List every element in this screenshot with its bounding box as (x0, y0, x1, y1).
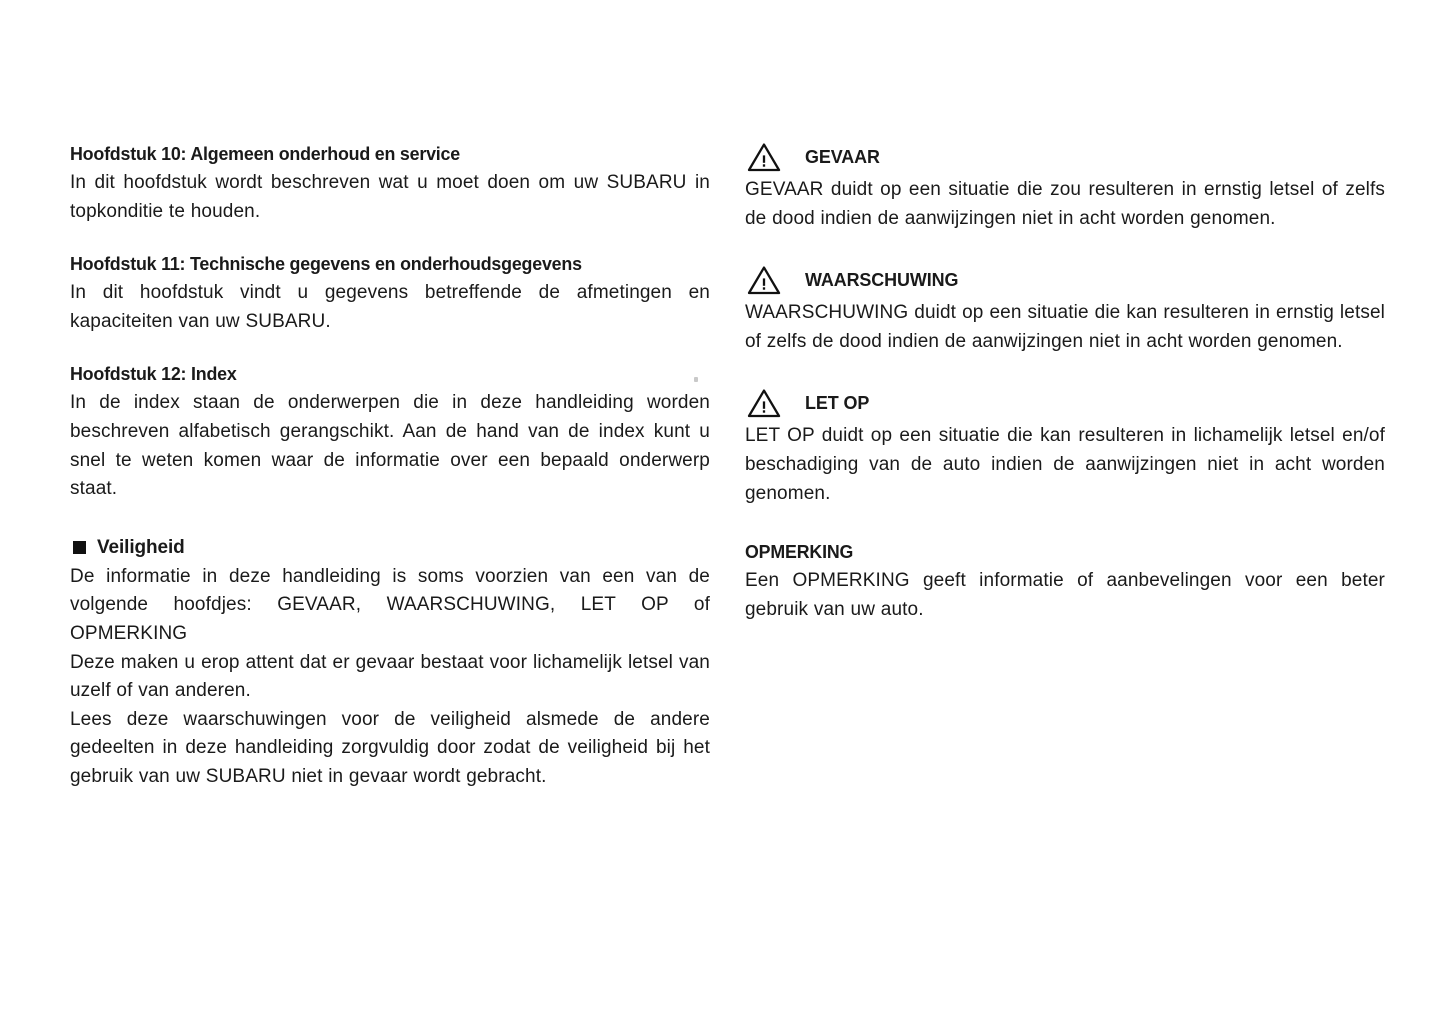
warning-body-gevaar: GEVAAR duidt op een situatie die zou resulteren in ernstig letsel of zelfs de dood indien de aanwijzingen niet in acht worden genomen. (745, 179, 1385, 229)
warning-heading-row-gevaar (745, 140, 1385, 174)
warning-label-gevaar: GEVAAR (805, 146, 880, 167)
filled-square-bullet-icon (73, 541, 86, 554)
safety-paragraph-2: Deze maken u erop attent dat er gevaar bestaat voor lichamelijk letsel van uzelf of van anderen. (70, 651, 710, 702)
chapter-block-12 (70, 360, 710, 503)
safety-paragraph-3: Lees deze waarschuwingen voor de veiligheid alsmede de andere gedeelten in deze handleiding zorgvuldig door zodat de veiligheid bij het gebruik van uw SUBARU niet in gevaar wordt gebracht. (70, 708, 710, 787)
note-body-opmerking: Een OPMERKING geeft informatie of aanbevelingen voor een beter gebruik van uw auto. (745, 570, 1385, 620)
safety-heading-row (70, 534, 710, 562)
chapter-heading-10: Hoofdstuk 10: Algemeen onderhoud en service (70, 143, 460, 164)
chapter-body-12: In de index staan de onderwerpen die in deze handleiding worden beschreven alfabetisch gerangschikt. Aan de hand van de index kunt u snel te weten komen waar de informatie over een bepaald onderwerp staat. (70, 392, 710, 500)
chapter-heading-11: Hoofdstuk 11: Technische gegevens en onderhoudsgegevens (70, 253, 582, 275)
warning-triangle-icon (747, 388, 781, 418)
spacer (70, 504, 710, 534)
warning-block-waarschuwing (745, 263, 1385, 356)
chapter-block-10 (70, 140, 710, 226)
right-column (745, 140, 1385, 624)
warning-block-gevaar (745, 140, 1385, 233)
warning-block-let-op (745, 386, 1385, 508)
chapter-block-11 (70, 250, 710, 336)
warning-triangle-icon (747, 265, 781, 295)
warning-heading-row-waarschuwing (745, 263, 1385, 297)
chapter-body-11: In dit hoofdstuk vindt u gegevens betreffende de afmetingen en kapaciteiten van uw SUBARU. (70, 282, 710, 332)
warning-triangle-icon (747, 142, 781, 172)
note-block-opmerking (745, 538, 1385, 624)
warning-body-waarschuwing: WAARSCHUWING duidt op een situatie die kan resulteren in ernstig letsel of zelfs de dood indien de aanwijzingen niet in acht worden genomen. (745, 302, 1385, 352)
warning-label-waarschuwing: WAARSCHUWING (805, 269, 959, 291)
chapter-heading-12: Hoofdstuk 12: Index (70, 363, 237, 385)
warning-body-let-op: LET OP duidt op een situatie die kan resulteren in lichamelijk letsel en/of beschadiging van de auto indien de aanwijzingen niet in acht worden genomen. (745, 425, 1385, 504)
safety-heading-label: Veiligheid (97, 536, 185, 558)
spacer (745, 356, 1385, 386)
safety-paragraph-1: De informatie in deze handleiding is soms voorzien van een van de volgende hoofdjes: GEVAAR, WAARSCHUWING, LET OP of OPMERKING (70, 565, 710, 644)
spacer (70, 226, 710, 250)
left-column (70, 140, 710, 792)
safety-section (70, 534, 710, 792)
chapter-body-10: In dit hoofdstuk wordt beschreven wat u moet doen om uw SUBARU in topkonditie te houden. (70, 172, 710, 222)
spacer (70, 336, 710, 360)
note-heading-opmerking: OPMERKING (745, 541, 854, 563)
warning-label-let-op: LET OP (805, 392, 870, 414)
spacer (745, 233, 1385, 263)
warning-heading-row-let-op (745, 386, 1385, 420)
spacer (745, 508, 1385, 538)
